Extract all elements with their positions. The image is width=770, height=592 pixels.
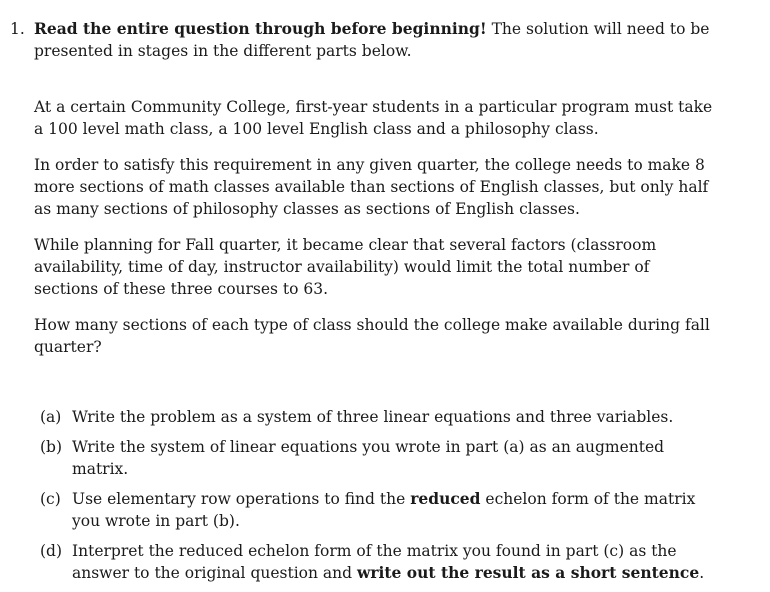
paragraph-constraints: In order to satisfy this requirement in any given quarter, the college needs to make 8 more sections of math classes available than sections of English classes, but only half as many sections of philosophy classes as sections of English classes.: [34, 156, 709, 218]
instruction-rest: The solution will need to be presented in stages in the different parts below.: [34, 20, 710, 60]
question-body: [34, 18, 715, 584]
part-text: Use elementary row operations to find the: [72, 490, 411, 508]
part-c: [34, 488, 715, 532]
problem-1: [10, 18, 715, 592]
part-text: echelon form of the matrix you wrote in part (b).: [72, 490, 696, 530]
part-label: (c): [40, 490, 61, 508]
question-number: 1.: [10, 20, 25, 38]
part-label: (b): [40, 438, 63, 456]
part-text: Write the system of linear equations you wrote in part (a) as an augmented matrix.: [72, 438, 665, 478]
paragraph-requirements: At a certain Community College, first-year students in a particular program must take a 100 level math class, a 100 level English class and a philosophy class.: [34, 98, 713, 138]
parts-list: [34, 406, 715, 584]
instruction-bold: Read the entire question through before beginning!: [34, 19, 487, 38]
part-d: [34, 540, 715, 584]
paragraph-total: While planning for Fall quarter, it became clear that several factors (classroom availability, time of day, instructor availability) would limit the total number of sections of these three courses to 63.: [34, 236, 657, 298]
part-text-bold: reduced: [410, 489, 481, 508]
part-b: [34, 436, 715, 480]
part-a: [34, 406, 715, 428]
part-text: Write the problem as a system of three linear equations and three variables.: [72, 408, 674, 426]
part-text: Interpret the reduced echelon form of the matrix you found in part (c) as the answer to the original question and: [72, 542, 677, 582]
part-text: .: [699, 564, 705, 582]
instruction-lead: [34, 18, 715, 62]
paragraph-question: How many sections of each type of class should the college make available during fall quarter?: [34, 316, 710, 356]
part-text-bold: write out the result as a short sentence: [356, 563, 700, 582]
part-label: (a): [40, 408, 62, 426]
part-label: (d): [40, 542, 63, 560]
